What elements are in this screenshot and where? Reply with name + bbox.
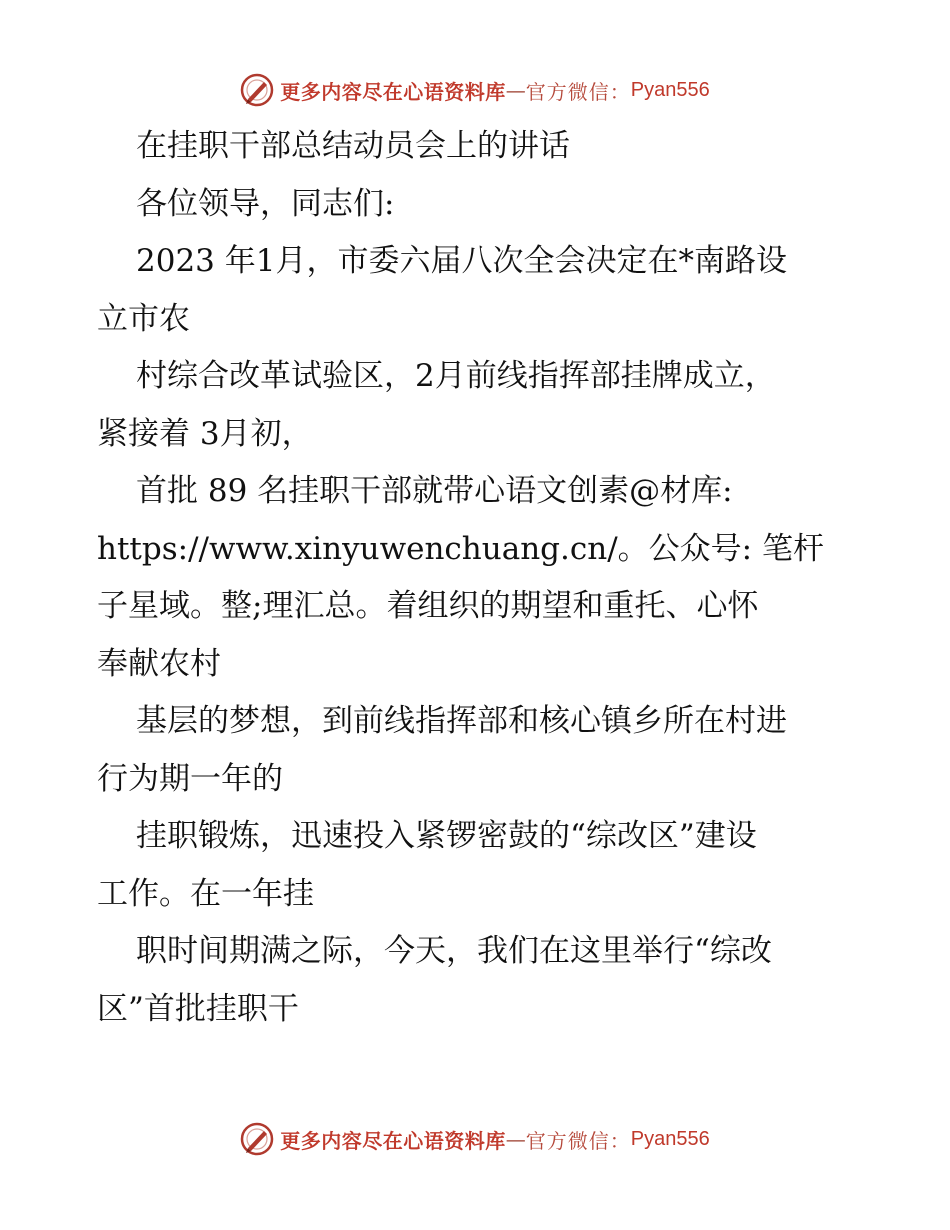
paragraph-line: 子星域。整;理汇总。着组织的期望和重托、心怀 xyxy=(97,588,759,624)
paragraph-line: 村综合改革试验区，2月前线指挥部挂牌成立， xyxy=(136,358,776,394)
watermark-dash: — xyxy=(505,78,526,102)
watermark-wechat-id: Pyan556 xyxy=(630,78,710,101)
paragraph-line: 首批 89 名挂职干部就带心语文创素@材库: xyxy=(136,473,733,509)
paragraph-line: 行为期一年的 xyxy=(97,760,283,797)
pen-logo-icon xyxy=(240,73,274,107)
watermark-wechat-label: 官方微信： xyxy=(525,79,631,104)
pen-logo-icon xyxy=(240,1122,274,1156)
watermark-site-text: 更多内容尽在心语资料库 xyxy=(280,1128,506,1153)
header-watermark xyxy=(0,70,950,110)
watermark-wechat-id: Pyan556 xyxy=(630,1127,710,1150)
paragraph-line: 基层的梦想，到前线指挥部和核心镇乡所在村进 xyxy=(136,703,787,739)
paragraph-line: 奉献农村 xyxy=(97,645,221,682)
paragraph-line: 立市农 xyxy=(97,300,190,337)
paragraph-line: 挂职锻炼，迅速投入紧锣密鼓的“综改区”建设 xyxy=(136,818,757,854)
paragraph-line: 区”首批挂职干 xyxy=(97,990,299,1027)
salutation: 各位领导，同志们: xyxy=(136,185,395,222)
paragraph-line: 职时间期满之际，今天，我们在这里举行“综改 xyxy=(136,933,772,969)
paragraph-line: 工作。在一年挂 xyxy=(97,875,314,912)
paragraph-line: 2023 年1月，市委六届八次全会决定在*南路设 xyxy=(136,243,787,279)
footer-watermark xyxy=(0,1119,950,1159)
watermark-site-text: 更多内容尽在心语资料库 xyxy=(280,79,506,104)
paragraph-line: https://www.xinyuwenchuang.cn/。公众号: 笔杆 xyxy=(97,530,824,567)
document-title: 在挂职干部总结动员会上的讲话 xyxy=(136,128,570,164)
document-body xyxy=(97,118,853,1038)
watermark-wechat-label: 官方微信： xyxy=(525,1128,631,1153)
watermark-dash: — xyxy=(505,1127,526,1151)
paragraph-line: 紧接着 3月初， xyxy=(97,415,313,452)
